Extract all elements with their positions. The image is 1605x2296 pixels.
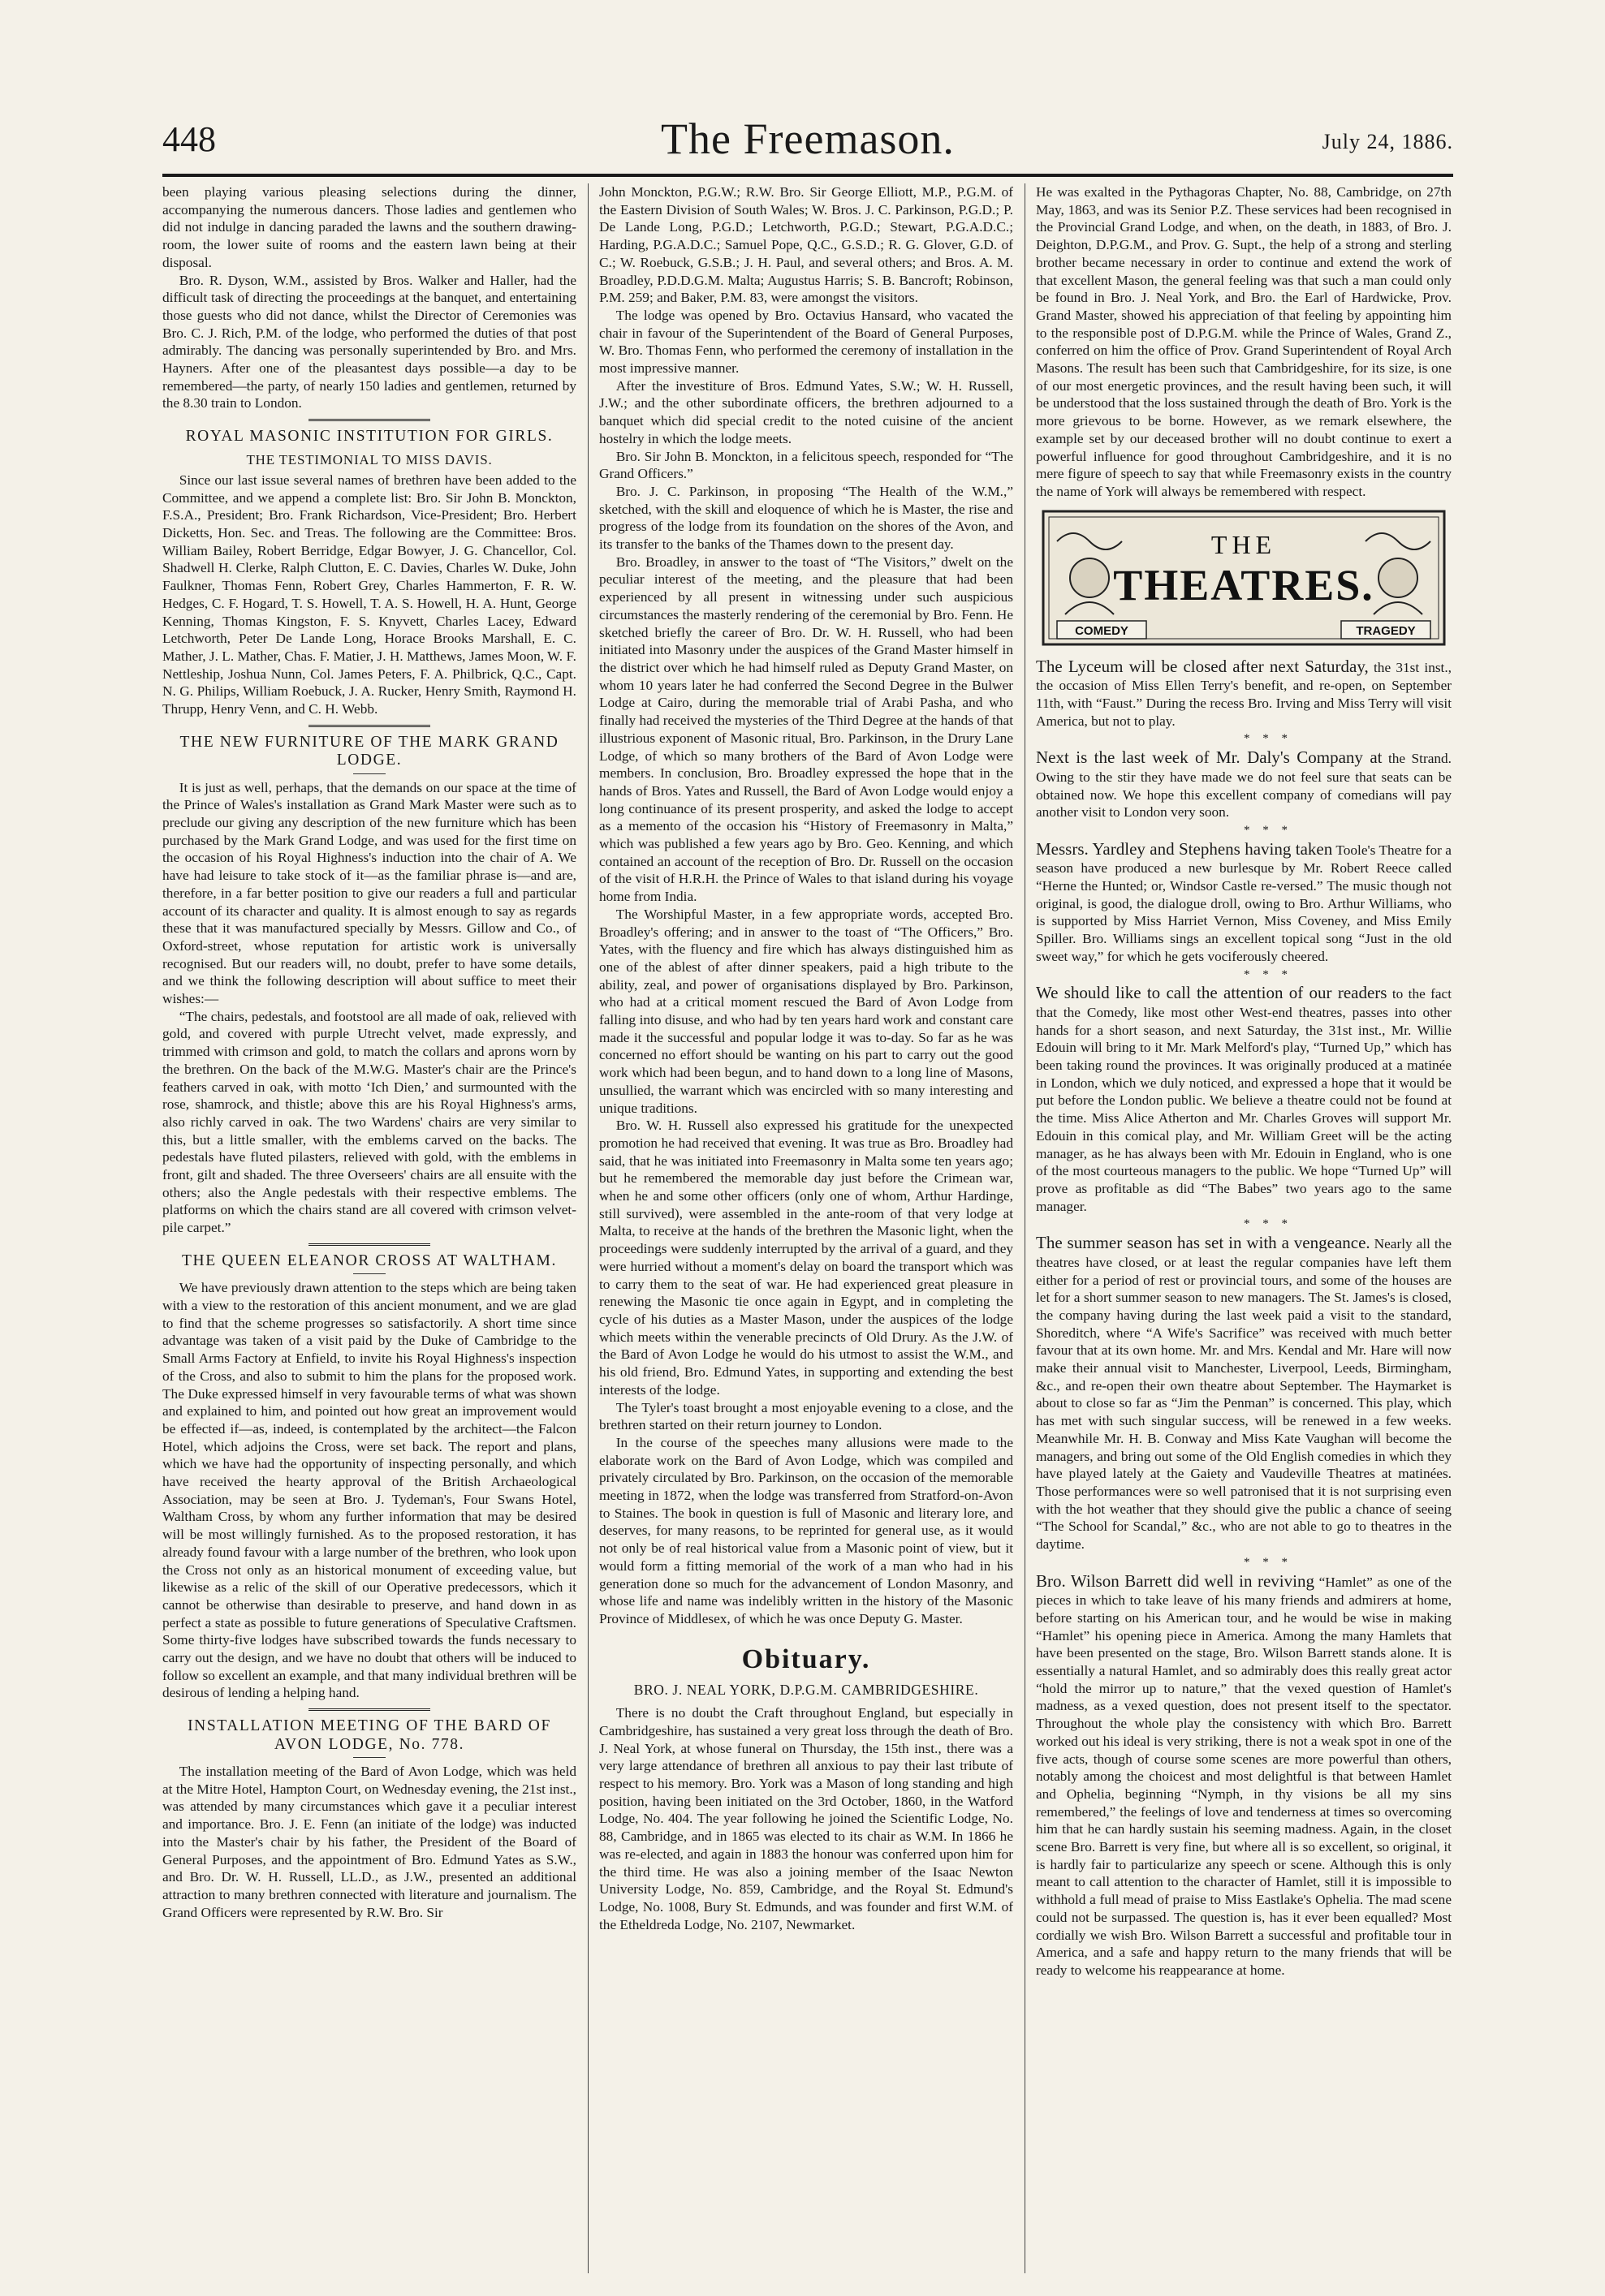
paragraph: The installation meeting of the Bard of Avon Lodge, which was held at the Mitre Hotel, Hampton Court, on Wednesday evening, the 21st inst., was attended by many circumstances which gave it a peculiar interest and importance. Bro. J. E. Fenn (an initiate of the lodge) was inducted into the Master's chair by his father, the President of the Board of General Purposes, and the appointment of Bro. Edmund Yates as S.W., and Bro. Dr. W. H. Russell, LL.D., as J.W., presented an additional attraction to many brethren connected with literature and journalism. The Grand Officers were represented by R.W. Bro. Sir xyxy=(162,1764,576,1920)
banner-the: THE xyxy=(1210,529,1277,559)
item-text: “Hamlet” as one of the pieces in which to take leave of his many friends and admirers at home, before starting on his American tour, and he would be wise in making “Hamlet” his opening piece in America. Among the many Hamlets that have been presented on the stage, Bro. Wilson Barrett stands alone. It is essentially a natural Hamlet, and so admirably does this really great actor “hold the mirror up to nature,” that the vexed question of Hamlet's madness, as a vexed question, does not present itself to the spectator. Throughout the whole play the consistency with which Bro. Barrett worked out his ideal is very striking, there is not a weak spot in one of the five acts, though of course some scenes are more powerful than others, notably among the choicest and most delightful is that between Hamlet and Ophelia, beginning “Nymph, in thy visions be all my sins remembered,” the feelings of love and tenderness at times so overcoming him that he can hardly sustain his seeming madness. Again, in the closet scene Bro. Barrett is very fine, but where all is so excellent, so original, it is hardly fair to particularize any speech or scene. Although this is only meant to call attention to the character of Hamlet, still it is impossible to withhold a full mead of praise to Miss Eastlake's Ophelia. The mad scene could not be surpassed. The question is, has it ever been equalled? Most cordially we wish Bro. Wilson Barrett a successful and profitable tour in America, and a safe and happy return to the many friends that will be ready to welcome his reappearance at home. xyxy=(1036,1574,1452,1978)
section-rule xyxy=(308,725,430,727)
column-2 xyxy=(599,183,1013,2273)
item-text: the Strand. Owing to the stir they have made we do not feel sure that seats can be obtained now. We hope this excellent company of comedians will pay another visit to London very soon. xyxy=(1036,751,1452,821)
paragraph: There is no doubt the Craft throughout England, but especially in Cambridgeshire, has sustained a very great loss through the death of Bro. J. Neal York, at whose funeral on Thursday, the 15th inst., there was a very large attendance of brethren all anxious to pay their last tribute of respect to his memory. Bro. York was a Mason of long standing and high position, having been initiated on the 3rd October, 1860, in the Watford Lodge, No. 404. The year following he joined the Scientific Lodge, No. 88, Cambridge, and in 1865 was elected to its chair as W.M. In 1866 he was re-elected, and again in 1883 the honour was conferred upon him for the third time. He was also a joining member of the Isaac Newton University Lodge, No. 859, Cambridge, and the Royal St. Edmund's Lodge, No. 1008, Bury St. Edmunds, and was founder and first W.M. of the Etheldreda Lodge, No. 2107, Newmarket. xyxy=(599,1705,1013,1932)
theatre-item xyxy=(1036,1233,1452,1553)
item-lead: Messrs. Yardley and Stephens having taken xyxy=(1036,838,1333,859)
section-stars: * * * xyxy=(1244,732,1292,746)
short-rule xyxy=(353,1273,386,1274)
tragedy-mask-icon xyxy=(1378,558,1417,597)
page-header xyxy=(162,114,1453,170)
short-rule xyxy=(353,1757,386,1758)
section-rule xyxy=(308,1708,430,1711)
section-heading: INSTALLATION MEETING OF THE BARD OF AVON LODGE, No. 778. xyxy=(188,1717,551,1753)
obituary-subheading: BRO. J. NEAL YORK, D.P.G.M. CAMBRIDGESHIRE. xyxy=(633,1682,979,1699)
issue-date: July 24, 1886. xyxy=(1322,130,1453,153)
theatre-item xyxy=(1036,747,1452,821)
section-stars: * * * xyxy=(1244,1217,1292,1231)
section-stars: * * * xyxy=(1244,1555,1292,1569)
item-lead: The summer season has set in with a vengeance. xyxy=(1036,1233,1370,1253)
section-rule xyxy=(308,1243,430,1246)
section-stars: * * * xyxy=(1244,823,1292,837)
column-1 xyxy=(162,183,576,2273)
paragraph: Bro. R. Dyson, W.M., assisted by Bros. Walker and Haller, had the difficult task of directing the proceedings at the banquet, and entertaining those guests who did not dance, whilst the Director of Ceremonies was Bro. C. J. Rich, P.M. of the lodge, who performed the duties of that post admirably. The dancing was personally superintended by Bro. and Mrs. Hayners. After one of the pleasantest days possible—a day to be remembered—the party, of nearly 150 ladies and gentlemen, returned by the 8.30 train to London. xyxy=(162,272,576,411)
paragraph: been playing various pleasing selections during the dinner, accompanying the numerous dancers. Those ladies and gentlemen who did not indulge in dancing paraded the lawns and the southern drawing-room, the lower suite of rooms and the eastern lawn being at their disposal. xyxy=(162,184,576,270)
banner-theatres: THEATRES. xyxy=(1113,560,1374,610)
item-lead: We should like to call the attention of our readers xyxy=(1036,983,1387,1003)
short-rule xyxy=(353,773,386,774)
obituary-title: Obituary. xyxy=(741,1643,871,1674)
section-subheading: THE TESTIMONIAL TO MISS DAVIS. xyxy=(246,451,493,467)
paragraph: Bro. Broadley, in answer to the toast of “The Visitors,” dwelt on the peculiar interest of the meeting, and the pleasure that had been experienced by all present in witnessing under such auspicious circumstances the masterly rendering of the ceremonial by Bro. Fenn. He sketched briefly the career of Bro. Dr. W. H. Russell, who had been initiated into Masonry under the auspices of the Grand Master himself in the district over which he had himself ruled as Deputy Grand Master, on whom 10 years later he had conferred the Second Degree in the Bulwer Lodge at Cairo, during the memorable trial of Arabi Pasha, and who finally had received the mysteries of the Third Degree at the hands of that illustrious exponent of Masonic ritual, Bro. Parkinson, in the Drury Lane Lodge, of which so many brothers of the Bard of Avon Lodge were members. In conclusion, Bro. Broadley expressed the hope that in the hands of Bros. Yates and Russell, the Bard of Avon Lodge would enjoy a long continuance of its present prosperity, and asked the lodge to accept as a memento of the occasion his “History of Freemasonry in Malta,” which was published a few years ago by Bro. Geo. Kenning, and which contained an account of the reception of Bro. Dr. Russell on the occasion of the visit of H.R.H. the Prince of Wales to that island during his voyage home from India. xyxy=(599,554,1013,905)
section-heading: ROYAL MASONIC INSTITUTION FOR GIRLS. xyxy=(185,428,554,446)
paragraph: In the course of the speeches many allusions were made to the elaborate work on the Bard of Avon Lodge, which was compiled and privately circulated by Bro. Parkinson, on the occasion of the memorable meeting in 1872, when the lodge was transferred from Stratford-on-Avon to Staines. The book in question is full of Masonic and literary lore, and deserves, for many reasons, to be reprinted for general use, as it would not only be of real historical value from a Masonic point of view, but it would form a fitting memorial of the work of a man who had in his generation done so much for the advancement of London Masonry, and whose life and name was indelibly written in the history of the Masonic Province of Middlesex, of which he was once Deputy G. Master. xyxy=(599,1434,1013,1626)
theatre-item xyxy=(1036,1571,1452,1979)
paragraph: He was exalted in the Pythagoras Chapter, No. 88, Cambridge, on 27th May, 1863, and was its Senior P.Z. These services had been recognised in the Provincial Grand Lodge, and when, on the death, in 1883, of Bro. J. Deighton, D.P.G.M., and Prov. G. Supt., the help of a strong and sterling brother became necessary in order to continue and extend the work of that excellent Mason, the general feeling was that such a man could only be found in Bro. J. Neal York, and Bro. the Earl of Hardwicke, Prov. Grand Master, showed his appreciation of that feeling by appointing him to the responsible post of D.P.G.M. while the Prince of Wales, Grand Z., conferred on him the office of Prov. Grand Superintendent of Royal Arch Masons. The result has been such that Cambridgeshire, for its size, is one of our most energetic provinces, and the result having been such, it will be understood that the loss sustained through the death of Bro. York is the more grievous to be borne. However, as we remark elsewhere, the example set by our deceased brother will no doubt continue to exert a powerful influence for good throughout Cambridgeshire, and it is no mere figure of speech to say that while Freemasonry exists in the country the name of York will always be remembered with respect. xyxy=(1036,184,1452,499)
item-text: Toole's Theatre for a season have produced a new burlesque by Mr. Robert Reece called “Herne the Hunted; or, Windsor Castle re-versed.” The music though not original, is good, the dialogue droll, owing to Bro. Arthur Williams, who is supported by Miss Harriet Vernon, Miss Coveney, and Miss Emily Spiller. Bro. Williams sings an excellent topical song “Just in the old sweet way,” for which he gets vociferously cheered. xyxy=(1036,842,1452,964)
column-3 xyxy=(1036,183,1452,2273)
paragraph: The lodge was opened by Bro. Octavius Hansard, who vacated the chair in favour of the Superintendent of the Board of General Purposes, W. Bro. Thomas Fenn, who performed the ceremony of installation in the most impressive manner. xyxy=(599,307,1013,377)
item-lead: The Lyceum will be closed after next Saturday, xyxy=(1036,656,1369,676)
masthead-title: The Freemason. xyxy=(661,114,955,163)
section-rule xyxy=(308,419,430,421)
theatre-item xyxy=(1036,983,1452,1215)
header-rule xyxy=(162,174,1453,177)
paragraph: “The chairs, pedestals, and footstool are all made of oak, relieved with gold, and covered with purple Utrecht velvet, made expressly, and trimmed with crimson and gold, to match the collars and aprons worn by the brethren. On the back of the M.W.G. Master's chair are the Prince's feathers carved in oak, with motto ‘Ich Dien,’ and surmounted with the rose, shamrock, and thistle; above this are his Royal Highness's arms, also richly carved in oak. The two Wardens' chairs are very similar to this, but a little smaller, with the emblems carved on the backs. The pedestals have fluted pilasters, relieved with gold, with the emblems in front, gilt and shaded. The three Overseers' chairs are all ensuite with the others; also the Angle pedestals with their respective emblems. The platforms on which the chairs stand are all covered with crimson velvet-pile carpet.” xyxy=(162,1008,576,1236)
paragraph: It is just as well, perhaps, that the demands on our space at the time of the Prince of Wales's installation as Grand Mark Master were such as to preclude our giving any description of the new furniture which has been purchased by the Mark Grand Lodge, and was used for the first time on the occasion of his Royal Highness's induction into the chair of A. We have had leisure to take stock of it—as the familiar phrase is—and are, therefore, in a far better position to give our readers a full and particular account of its character and quality. It is almost enough to say as regards these that it was manufactured specially by Messrs. Gillow and Co., of Oxford-street, whose reputation for artistic work is universally recognised. But our readers will, no doubt, prefer to have some details, and we think the following description will about suffice to meet their wishes:— xyxy=(162,779,576,1007)
theatre-item xyxy=(1036,839,1452,966)
paragraph: The Tyler's toast brought a most enjoyable evening to a close, and the brethren started on their return journey to London. xyxy=(599,1399,1013,1433)
section-stars: * * * xyxy=(1244,967,1292,981)
paragraph: The Worshipful Master, in a few appropriate words, accepted Bro. Broadley's offering; and in answer to the toast of “The Officers,” Bro. Yates, with the fluency and fire which has always distinguished him as one of the ablest of after dinner speakers, paid a high tribute to the ability, zeal, and power of organisations displayed by Bro. Parkinson, who had at a critical moment rescued the Bard of Avon Lodge from falling into disuse, and who had by ten years hard work and constant care made it the successful and popular lodge it was to-day. So far as he was concerned no effort should be wanting on his part to carry out the good work which had been begun, and to hand down to a long line of Masons, unsullied, the warrant which was encircled with so many interesting and unique traditions. xyxy=(599,906,1013,1116)
item-text: Nearly all the theatres have closed, or at least the regular companies have left them either for a period of rest or provincial tours, and some of the houses are let for a short summer season to new managers. The St. James's is closed, the company having during the last week paid a visit to the standard, Shoreditch, where “A Wife's Sacrifice” was received with much better favour that at its own home. Mr. and Mrs. Kendal and Mr. Hare will now make their annual visit to Manchester, Liverpool, Leeds, Birmingham, &c., and re-open their own theatre about September. The Haymarket is about to close so far as “Jim the Penman” is concerned. This play, which has met with such singular success, will be renewed in a few weeks. Meanwhile Mr. H. B. Conway and Miss Kate Vaughan will become the managers, and bring out some of the Old English comedies in which they have played lately at the Gaiety and Vaudeville Theatres at matinées. Those performances were so well patronised that it is not surprising even with the hot weather that they should give the public a chance of seeing “The School for Scandal,” &c., who are not able to go to theatres in the daytime. xyxy=(1036,1236,1452,1553)
comedy-mask-icon xyxy=(1070,558,1109,597)
paragraph: Bro. Sir John B. Monckton, in a felicitous speech, responded for “The Grand Officers.” xyxy=(599,448,1013,482)
paragraph: We have previously drawn attention to the steps which are being taken with a view to the restoration of this ancient monument, and we are glad to find that the scheme progresses so satisfactorily. A short time since advantage was taken of a visit paid by the Duke of Cambridge to the Small Arms Factory at Enfield, to invite his Royal Highness's inspection of the Cross, and also to submit to him the plans for the proposed work. The Duke expressed himself in very favourable terms of what was shown and explained to him, and pointed out how great an improvement would be effected if—as, indeed, is contemplated by the architect—the Falcon Hotel, which adjoins the Cross, were set back. The report and plans, which we have had the opportunity of inspecting personally, and which have received the hearty approval of the British Archaeological Association, may be seen at Bro. J. Tydeman's, Four Swans Hotel, Waltham Cross, by whom any further information that may be desired will be most willingly furnished. As to the proposed restoration, it has already found favour with a large number of the brethren, who look upon the Cross not only as an historical monument of exceeding value, but likewise as a relic of the skill of our Operative predecessors, which it cannot be otherwise than desirable to preserve, and hand down in as perfect a state as possible to future generations of Speculative Craftsmen. Some thirty-five lodges have subscribed towards the funds necessary to carry out the design, and we have no doubt that others will be induced to follow so excellent an example, and that many individual brethren will be desirous of lending a helping hand. xyxy=(162,1280,576,1701)
paragraph: Bro. J. C. Parkinson, in proposing “The Health of the W.M.,” sketched, with the skill and eloquence of which he is Master, the rise and progress of the lodge from its foundation on the shores of the Avon, and its transfer to the banks of the Thames down to the present day. xyxy=(599,483,1013,553)
item-text: the 31st inst., the occasion of Miss Ellen Terry's benefit, and re-open, on September 11th, with “Faust.” During the recess Bro. Irving and Miss Terry will visit America, but not to play. xyxy=(1036,659,1452,729)
item-lead: Bro. Wilson Barrett did well in reviving xyxy=(1036,1570,1314,1591)
column-divider xyxy=(588,183,589,2273)
section-heading: THE QUEEN ELEANOR CROSS AT WALTHAM. xyxy=(182,1251,557,1269)
paragraph: After the investiture of Bros. Edmund Yates, S.W.; W. H. Russell, J.W.; and the other subordinate officers, the brethren adjourned to a banquet which did special credit to the noted cuisine of the ancient hostelry in which the lodge meets. xyxy=(599,377,1013,446)
paragraph: Bro. W. H. Russell also expressed his gratitude for the unexpected promotion he had received that evening. It was true as Bro. Broadley had said, that he was initiated into Freemasonry in Malta some ten years ago; but he remembered the memorable day just before the Crimean war, when he and some other officers (only one of whom, Arthur Hardinge, still survived), were assembled in the ante-room of that very lodge at Malta, to receive at the hands of the brethren the Masonic light, when the proceedings were suddenly interrupted by the arrival of a guard, and they were hurried without a moment's delay on board the transport which was to carry them to the seat of war. He had experienced great pleasure in renewing the Masonic tie once again in Egypt, and in completing the cycle of his duties as a Master Mason, under the auspices of the lodge which meets within the venerable precincts of Old Drury. As the J.W. of the Bard of Avon Lodge he would do his utmost to assist the W.M., and his old friend, Bro. Edmund Yates, in supporting and extending the best interests of the lodge. xyxy=(599,1118,1013,1398)
banner-comedy: COMEDY xyxy=(1075,623,1128,638)
item-text: to the fact that the Comedy, like most other West-end theatres, passes into other hands for a short season, and next Saturday, the 31st inst., Mr. Willie Edouin will bring to it Mr. Mark Melford's play, “Turned Up,” which has been taking round the provinces. It was originally produced at a matinée in London, which we duly noticed, and expressed a hope that it would be put before the London public. We believe a theatre could not be found at the time. Miss Alice Atherton and Mr. Charles Groves will support Mr. Edouin in this comical play, and Mr. William Greet will be the acting manager, as he has always been with Mr. Edouin in England, who is one of the most courteous managers to the public. We hope “Turned Up” will prove as profitable as did “The Babes” two years ago to the same manager. xyxy=(1036,986,1452,1214)
page-number: 448 xyxy=(162,119,216,159)
paragraph: Since our last issue several names of brethren have been added to the Committee, and we append a complete list: Bro. Sir John B. Monckton, F.S.A., President; Bro. Frank Richardson, Vice-President; Bro. Herbert Dicketts, Hon. Sec. and Treas. The following are the Committee: Bros. William Bailey, Robert Berridge, Edgar Bowyer, J. G. Chancellor, Col. Shadwell H. Clerke, Ralph Clutton, E. C. Davies, Charles W. Duke, John Faulkner, Thomas Fenn, Robert Grey, Charles Hammerton, F. R. W. Hedges, C. F. Hogard, T. S. Howell, T. A. S. Howell, H. A. Hunt, George Kenning, Thomas Kingston, F. S. Knyvett, Charles Lacey, Edward Letchworth, Peter De Lande Long, Horace Brooks Marshall, E. C. Mather, J. L. Mather, Chas. F. Matier, J. H. Matthews, James Moon, W. F. Nettleship, Joshua Nunn, Col. James Peters, F. A. Philbrick, Q.C., Capt. N. G. Philips, William Roebuck, J. A. Rucker, Henry Smith, Raymond H. Thrupp, Henry Venn, and C. H. Webb. xyxy=(162,472,576,717)
banner-tragedy: TRAGEDY xyxy=(1356,623,1416,638)
theatre-item xyxy=(1036,657,1452,730)
theatres-banner xyxy=(1041,509,1447,647)
section-heading: THE NEW FURNITURE OF THE MARK GRAND LODGE. xyxy=(179,733,559,769)
item-lead: Next is the last week of Mr. Daly's Company at xyxy=(1036,747,1383,768)
paragraph: John Monckton, P.G.W.; R.W. Bro. Sir George Elliott, M.P., P.G.M. of the Eastern Division of South Wales; W. Bros. J. C. Parkinson, P.G.D.; P. De Lande Long, P.G.D.; Letchworth, P.G.D.; Stewart, P.G.A.D.C.; Harding, P.G.A.D.C.; Samuel Pope, Q.C., G.S.D.; R. G. Glover, G.D. of C.; W. Roebuck, G.S.B.; J. H. Paul, and several others; and Bros. A. M. Broadley, P.D.D.G.M. Malta; Augustus Harris; S. B. Bancroft; Robinson, P.M. 259; and Baker, P.M. 83, were amongst the visitors. xyxy=(599,184,1013,306)
